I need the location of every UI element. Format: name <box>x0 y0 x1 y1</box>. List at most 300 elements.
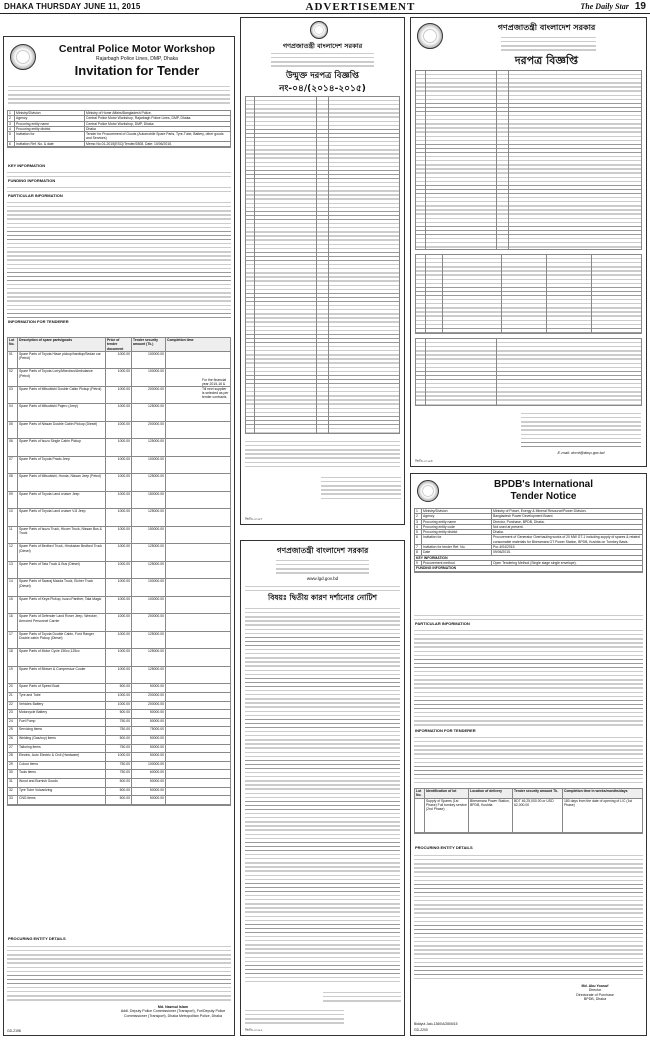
cpmw-entity-details-label: PROCURING ENTITY DETAILS <box>8 936 66 941</box>
bpdb-logo-icon <box>417 480 439 502</box>
cpmw-item-desc: Electric, Auto Electric & Civil (Hardware) <box>18 753 106 761</box>
masthead <box>0 0 650 14</box>
bn2-col-rule <box>496 339 497 405</box>
bpdb-info-value: Pur-4/04/2015 <box>493 545 515 550</box>
cpmw-info-key: Procuring entity district <box>15 127 85 131</box>
cpmw-item-price: 1000.00 <box>106 352 132 369</box>
bn1-table <box>245 96 400 434</box>
bpdb-info-value: Ministry of Power, Energy & Mineral Resource/Power Division. <box>493 509 587 513</box>
bpdb-lot-row <box>415 799 642 833</box>
cpmw-item-row <box>8 544 230 562</box>
cpmw-item-row <box>8 667 230 685</box>
cpmw-item-security: 50000.00 <box>132 736 166 744</box>
bpdb-signatory-place: BPDB, Dhaka <box>583 996 607 1001</box>
cpmw-item-completion <box>166 796 230 804</box>
bn2-table-lines <box>416 71 641 249</box>
cpmw-item-lot: 14 <box>8 579 18 596</box>
bn3-distribution <box>245 1007 344 1025</box>
bpdb-method-value: Open Tendering Method (Single stage single envelope). <box>493 560 577 565</box>
cpmw-items-col-header: Tender security amount (Tk.) <box>132 338 166 351</box>
cpmw-item-lot: 08 <box>8 474 18 491</box>
bn2-email: E-mail: dcmt@dmp.gov.bd <box>557 450 605 455</box>
cpmw-item-completion <box>166 544 230 561</box>
cpmw-item-security: 125000.00 <box>132 562 166 579</box>
bpdb-lot-col-header: Completion time in weeks/months/days <box>564 789 628 793</box>
cpmw-item-price: 750.00 <box>106 762 132 770</box>
cpmw-item-row <box>8 422 230 440</box>
cpmw-item-price: 1000.00 <box>106 439 132 456</box>
bn1-conditions <box>245 438 400 468</box>
cpmw-item-row <box>8 727 230 736</box>
cpmw-heading: Invitation for Tender <box>74 63 200 78</box>
bpdb-lot-cell <box>415 799 425 832</box>
cpmw-info-value: Ministry of Home Affairs/Bangladesh Police. <box>86 111 152 115</box>
bpdb-info-tenderer-body <box>414 734 643 784</box>
cpmw-item-security: 50000.00 <box>132 684 166 692</box>
cpmw-item-completion <box>166 527 230 544</box>
cpmw-item-lot: 29 <box>8 762 18 770</box>
bpdb-lot-col-header: Identification of lot <box>425 789 469 798</box>
bn3-govt-name: গণপ্রজাতন্ত্রী বাংলাদেশ সরকার <box>276 546 369 555</box>
bn2-col-rule <box>442 255 443 333</box>
cpmw-item-price: 500.00 <box>106 788 132 796</box>
bpdb-particular-label: PARTICULAR INFORMATION <box>415 621 470 626</box>
bpdb-info-value: Dhaka. <box>493 530 504 535</box>
cpmw-item-lot: 25 <box>8 727 18 735</box>
cpmw-item-security: 150000.00 <box>132 492 166 509</box>
cpmw-info-num: 2 <box>8 116 15 120</box>
cpmw-item-desc: Tyre and Tube <box>18 693 106 701</box>
cpmw-completion-note: For the financial year 2015-16 & Till next supplier is selected as per tender contracts. <box>202 378 229 400</box>
bn1-signature-lines <box>321 474 401 502</box>
cpmw-particular-label: PARTICULAR INFORMATION <box>8 193 63 198</box>
cpmw-item-completion <box>166 457 230 474</box>
bangla-open-tender-ad <box>240 17 405 525</box>
bpdb-info-num: 6 <box>415 535 422 544</box>
cpmw-item-completion <box>166 597 230 614</box>
cpmw-signature-block <box>114 1005 232 1018</box>
cpmw-items-table <box>7 337 231 806</box>
cpmw-item-security: 100000.00 <box>132 579 166 596</box>
bpdb-funding-body <box>414 612 643 621</box>
bpdb-method-num: 9 <box>415 561 422 565</box>
bpdb-funding-label: FUNDING INFORMATION <box>415 566 642 571</box>
cpmw-item-desc: Tyre Tube Vulcanizing <box>18 788 106 796</box>
bpdb-lot-col-header: Location of delivery <box>469 789 513 798</box>
masthead-section: ADVERTISEMENT <box>305 0 416 13</box>
bn1-col-rule <box>328 97 329 433</box>
cpmw-item-desc: Servicing items <box>18 727 106 735</box>
cpmw-item-row <box>8 753 230 762</box>
cpmw-item-completion <box>166 762 230 770</box>
bpdb-info-value: 09/06/2015. <box>493 550 511 555</box>
cpmw-tender-ad <box>3 36 235 1036</box>
bpdb-tender-ad <box>410 473 647 1036</box>
cpmw-item-row <box>8 474 230 492</box>
cpmw-item-desc: Spare Parts of Nissan Double Cabin Pickup (Diesel) <box>18 422 106 439</box>
dmp-tender-notice <box>410 17 647 467</box>
cpmw-item-security: 200000.00 <box>132 693 166 701</box>
bpdb-lot-col-header: Lot No. <box>415 789 425 798</box>
cpmw-item-completion <box>166 562 230 579</box>
cpmw-item-security: 100000.00 <box>132 369 166 386</box>
cpmw-item-completion <box>166 779 230 787</box>
cpmw-item-row <box>8 684 230 693</box>
cpmw-key-info-body <box>7 169 231 178</box>
cpmw-info-row <box>8 132 230 142</box>
cpmw-particular-body <box>7 199 231 319</box>
cpmw-item-completion <box>166 667 230 684</box>
bpdb-info-key: Agency <box>422 514 492 518</box>
cpmw-info-key: Invitation for <box>15 132 85 141</box>
cpmw-item-security: 125000.00 <box>132 439 166 456</box>
cpmw-item-security: 50000.00 <box>132 788 166 796</box>
masthead-dateline: DHAKA THURSDAY JUNE 11, 2015 <box>4 2 141 11</box>
bpdb-lot-col-header: Tender security amount Tk. <box>513 789 563 798</box>
cpmw-item-completion <box>166 492 230 509</box>
cpmw-item-row <box>8 404 230 422</box>
cpmw-item-row <box>8 352 230 370</box>
cpmw-entity-details-body <box>7 943 231 1003</box>
bpdb-method-key: Procurement method <box>422 561 492 565</box>
cpmw-item-security: 50000.00 <box>132 745 166 753</box>
bn2-col-rule <box>425 339 426 405</box>
cpmw-item-desc: Spare Parts of Toyota Double Cabin, Ford Ranger Double cabin Pickup (Diesel) <box>18 632 106 649</box>
cpmw-item-security: 60000.00 <box>132 770 166 778</box>
cpmw-item-desc: Spare Parts of Isuzu Single Cabin Pickup <box>18 439 106 456</box>
bn2-table <box>415 70 642 250</box>
cpmw-item-price: 1000.00 <box>106 544 132 561</box>
bpdb-lot-cell: Bheramara Power Station, BPDB, Kushtia <box>469 799 513 832</box>
cpmw-item-price: 1000.00 <box>106 632 132 649</box>
bpdb-info-num: 5 <box>415 530 422 534</box>
bpdb-particular-body <box>414 627 643 727</box>
cpmw-item-lot: 04 <box>8 404 18 421</box>
cpmw-signatory-name: Md. Nazmul Islam <box>157 1005 189 1009</box>
cpmw-item-price: 750.00 <box>106 727 132 735</box>
cpmw-item-row <box>8 796 230 805</box>
bpdb-title-line2: Tender Notice <box>510 491 577 502</box>
cpmw-info-value: Tender for Procurement of Goods (Automobile Spare Parts, Tyre-Tube, Battery, other goods and Services) <box>86 132 224 141</box>
cpmw-info-tenderer-label: INFORMATION FOR TENDERER <box>8 319 69 324</box>
bpdb-info-num: 4 <box>415 525 422 529</box>
cpmw-item-completion <box>166 614 230 631</box>
bpdb-info-value: Not used at present. <box>493 524 524 529</box>
cpmw-item-row <box>8 779 230 788</box>
cpmw-item-lot: 07 <box>8 457 18 474</box>
cpmw-item-lot: 12 <box>8 544 18 561</box>
cpmw-item-desc: Welding (Gas/oxy) items <box>18 736 106 744</box>
bn3-title: বিষয়ঃ দ্বিতীয় কারণ দর্শানোর নোটিশ <box>268 593 377 602</box>
cpmw-item-price: 1000.00 <box>106 702 132 710</box>
bpdb-info-num: 8 <box>415 550 422 554</box>
cpmw-item-security: 125000.00 <box>132 632 166 649</box>
bn2-table-lower-lines <box>416 339 641 405</box>
cpmw-item-desc: Spare Parts of Toyota Hiace pickup/hardtop/Sedan car (Petrol) <box>18 352 106 369</box>
cpmw-item-desc: Spare Parts of Mitsubishi, Honda, Nissan Jeep (Petrol) <box>18 474 106 491</box>
bpdb-pe-details-label: PROCURING ENTITY DETAILS <box>415 845 473 850</box>
cpmw-item-security: 50000.00 <box>132 753 166 761</box>
cpmw-item-security: 125000.00 <box>132 649 166 666</box>
bpdb-info-key: Ministry/Division <box>422 509 492 513</box>
cpmw-item-completion <box>166 439 230 456</box>
bn3-signature-lines <box>323 989 401 1003</box>
police-emblem-icon <box>417 23 443 49</box>
bpdb-info-value: Bangladesh Power Development Board. <box>493 514 554 519</box>
cpmw-item-desc: Fuel Pump <box>18 719 106 727</box>
bn1-govt-name: গণপ্রজাতন্ত্রী বাংলাদেশ সরকার <box>282 42 363 50</box>
cpmw-item-row <box>8 457 230 475</box>
cpmw-item-row <box>8 439 230 457</box>
cpmw-item-completion <box>166 632 230 649</box>
cpmw-item-lot: 33 <box>8 796 18 804</box>
cpmw-item-security: 100000.00 <box>132 762 166 770</box>
bpdb-info-num: 3 <box>415 520 422 524</box>
cpmw-item-security: 100000.00 <box>132 597 166 614</box>
cpmw-item-row <box>8 702 230 711</box>
bn1-office-lines <box>271 50 374 67</box>
bn1-table-lines <box>246 97 399 433</box>
cpmw-item-desc: Wood and Burnish Goods <box>18 779 106 787</box>
cpmw-item-row <box>8 649 230 667</box>
cpmw-intro-text <box>8 83 230 107</box>
cpmw-item-lot: 27 <box>8 745 18 753</box>
cpmw-info-num: 1 <box>8 111 15 115</box>
bpdb-info-key: Procuring entity district <box>422 530 492 534</box>
cpmw-item-desc: Spare Parts of Swaraj Mazda Truck, Eicher Truck (Diesel) <box>18 579 106 596</box>
cpmw-item-completion <box>166 702 230 710</box>
bn3-body <box>245 605 400 985</box>
cpmw-item-lot: 11 <box>8 527 18 544</box>
bn3-website: www.lgd.gov.bd <box>306 576 339 581</box>
bn2-col-rule <box>546 255 547 333</box>
bpdb-info-num: 1 <box>415 509 422 513</box>
cpmw-item-row <box>8 562 230 580</box>
cpmw-items-col-header: Description of spare parts/goods <box>18 338 106 351</box>
cpmw-item-desc: Spare Parts of Mitsubishi Pajero (Jeep) <box>18 404 106 421</box>
cpmw-item-price: 1000.00 <box>106 404 132 421</box>
cpmw-item-row <box>8 788 230 797</box>
cpmw-item-lot: 17 <box>8 632 18 649</box>
bpdb-key-info-label: KEY INFORMATION <box>415 556 642 561</box>
cpmw-item-price: 750.00 <box>106 745 132 753</box>
cpmw-item-lot: 02 <box>8 369 18 386</box>
cpmw-item-price: 750.00 <box>106 719 132 727</box>
cpmw-info-num: 6 <box>8 142 15 146</box>
cpmw-item-completion <box>166 693 230 701</box>
cpmw-item-row <box>8 736 230 745</box>
cpmw-item-price: 500.00 <box>106 779 132 787</box>
bpdb-lot-header <box>415 789 642 799</box>
bpdb-info-num: 7 <box>415 545 422 549</box>
cpmw-item-security: 100000.00 <box>132 457 166 474</box>
cpmw-item-price: 1000.00 <box>106 492 132 509</box>
cpmw-items-col-header: Price of tender document <box>106 338 132 351</box>
bn2-col-rule <box>501 255 502 333</box>
cpmw-item-security: 150000.00 <box>132 527 166 544</box>
cpmw-item-completion <box>166 684 230 692</box>
bn2-col-rule <box>496 71 497 249</box>
cpmw-item-completion <box>166 788 230 796</box>
cpmw-item-lot: 01 <box>8 352 18 369</box>
bn3-memo-lines <box>245 583 400 591</box>
bpdb-pe-details-body <box>414 852 643 980</box>
bn2-col-rule <box>425 255 426 333</box>
cpmw-title: Central Police Motor Workshop <box>58 43 216 55</box>
cpmw-item-lot: 16 <box>8 614 18 631</box>
cpmw-item-security: 75000.00 <box>132 727 166 735</box>
cpmw-key-info-label: KEY INFORMATION <box>8 163 46 168</box>
bn3-gd-number: জিডি-২১৯২ <box>245 1027 263 1032</box>
cpmw-item-row <box>8 527 230 545</box>
cpmw-item-lot: 21 <box>8 693 18 701</box>
cpmw-item-lot: 18 <box>8 649 18 666</box>
cpmw-item-desc: Spare Parts of Bedford Truck, Hindustan Bedford Truck (Diesel) <box>18 544 106 561</box>
cpmw-item-completion <box>166 509 230 526</box>
cpmw-info-value: Central Police Motor Workshop, DMP, Dhaka <box>86 121 154 126</box>
cpmw-item-price: 750.00 <box>106 770 132 778</box>
cpmw-item-security: 125000.00 <box>132 404 166 421</box>
bn1-gd-number: জিডি-২১৯৭ <box>245 516 263 521</box>
cpmw-item-desc: Spare Parts of Defender Land Rover Jeep, Wrecker, Armored Personnel Carrier <box>18 614 106 631</box>
cpmw-item-desc: Spare Parts of Toyota Prado Jeep <box>18 457 106 474</box>
cpmw-item-price: 500.00 <box>106 736 132 744</box>
cpmw-funding-label: FUNDING INFORMATION <box>8 178 56 183</box>
cpmw-items-header <box>8 338 230 352</box>
cpmw-item-completion <box>166 727 230 735</box>
bpdb-info-value: Procurement of Generator Overhauling works of 20 MW GT-1 including supply of spares & related consumable materials for Bheramara GT Power Station, BPDB, Kushtia on Turnkey Basis. <box>493 535 640 544</box>
cpmw-item-desc: Spare Parts of Motor Cycle 150cc,125cc <box>18 649 106 666</box>
paper-name: The Daily Star <box>580 2 629 11</box>
bpdb-info-key: Date <box>422 550 492 554</box>
cpmw-item-security: 50000.00 <box>132 779 166 787</box>
cpmw-item-price: 1000.00 <box>106 753 132 761</box>
cpmw-item-price: 1000.00 <box>106 579 132 596</box>
cpmw-item-lot: 05 <box>8 422 18 439</box>
cpmw-item-desc: Colour items <box>18 762 106 770</box>
cpmw-item-desc: Tools items <box>18 770 106 778</box>
cpmw-item-lot: 22 <box>8 702 18 710</box>
bpdb-info-row <box>415 535 642 545</box>
bpdb-info-key: Procuring entity code <box>422 525 492 529</box>
bn2-col-rule <box>591 255 592 333</box>
cpmw-item-lot: 10 <box>8 509 18 526</box>
bn2-govt-name: গণপ্রজাতন্ত্রী বাংলাদেশ সরকার <box>497 23 596 32</box>
cpmw-item-completion <box>166 770 230 778</box>
bpdb-signatory-office: Directorate of Purchase <box>576 992 614 997</box>
cpmw-item-desc: Spare Parts of Speed Boat <box>18 684 106 692</box>
cpmw-info-value: Dhaka <box>86 126 96 131</box>
cpmw-item-security: 125000.00 <box>132 509 166 526</box>
cpmw-item-desc: Spare Parts of Keya Pickup, Isuzu Panther, Tata Magic <box>18 597 106 614</box>
cpmw-item-price: 1000.00 <box>106 693 132 701</box>
cpmw-item-price: 1000.00 <box>106 667 132 684</box>
cpmw-item-lot: 23 <box>8 710 18 718</box>
cpmw-item-desc: Spare Parts of Mitsubishi Double Cabin Pickup (Petrol) <box>18 387 106 404</box>
bn2-signature-lines <box>521 410 641 450</box>
bn2-table-lower <box>415 338 642 406</box>
police-emblem-icon <box>10 44 36 70</box>
cpmw-item-row <box>8 492 230 510</box>
bpdb-info-tenderer-label: INFORMATION FOR TENDERER <box>415 728 476 733</box>
cpmw-item-row <box>8 693 230 702</box>
cpmw-item-security: 125000.00 <box>132 544 166 561</box>
cpmw-item-row <box>8 369 230 387</box>
cpmw-item-completion <box>166 352 230 369</box>
cpmw-item-lot: 03 <box>8 387 18 404</box>
bn2-col-rule <box>425 71 426 249</box>
bn1-title: উন্মুক্ত দরপত্র বিজ্ঞপ্তি <box>285 71 360 81</box>
cpmw-item-lot: 15 <box>8 597 18 614</box>
cpmw-info-num: 3 <box>8 122 15 126</box>
cpmw-info-key: Ministry/Division <box>15 111 85 115</box>
cpmw-item-desc: Vehicles Battery <box>18 702 106 710</box>
cpmw-gd-number: GD-2198 <box>7 1028 21 1033</box>
bpdb-info-value: Director, Purchase, BPDB, Dhaka. <box>493 519 545 524</box>
bpdb-signatory-name: Md. Abu Yousuf <box>581 984 609 988</box>
cpmw-item-price: 1000.00 <box>106 649 132 666</box>
bn3-signature-block <box>323 989 401 1003</box>
cpmw-info-value: Memo No.01-2015(ESC)/Tender/2808. Date: 10/06/2015. <box>86 141 172 146</box>
bn1-ref: নং-০৪/(২০১৪-২০১৫) <box>279 84 366 94</box>
cpmw-item-security: 50000.00 <box>132 710 166 718</box>
cpmw-info-num: 4 <box>8 127 15 131</box>
cpmw-item-lot: 13 <box>8 562 18 579</box>
cpmw-item-row <box>8 387 230 405</box>
bpdb-footer-ref: Biddyut Jalo-1360/A/2806/15 <box>414 1021 458 1026</box>
cpmw-item-price: 1000.00 <box>106 387 132 404</box>
cpmw-items-col-header: Lot No. <box>8 338 18 351</box>
cpmw-item-completion <box>166 736 230 744</box>
bpdb-lot-table <box>414 788 643 834</box>
cpmw-item-price: 1000.00 <box>106 474 132 491</box>
bn2-signature-block <box>521 410 641 455</box>
cpmw-item-row <box>8 597 230 615</box>
cpmw-item-lot: 26 <box>8 736 18 744</box>
cpmw-item-row <box>8 719 230 728</box>
cpmw-info-num: 5 <box>8 132 15 141</box>
page-number: 19 <box>634 1 646 12</box>
cpmw-funding-body <box>7 184 231 193</box>
bpdb-lot-cell: BDT 46,25,000.00 or USD 62,000.00 <box>513 799 563 832</box>
cpmw-item-lot: 31 <box>8 779 18 787</box>
bn3-office-lines <box>276 557 369 574</box>
cpmw-item-lot: 06 <box>8 439 18 456</box>
bpdb-title-line1: BPDB's International <box>493 479 594 490</box>
cpmw-item-price: 1000.00 <box>106 509 132 526</box>
cpmw-item-desc: Spare Parts of Isuzu Truck, Hicom Truck, Nissan Bus & Truck <box>18 527 106 544</box>
bn2-lot-table <box>415 254 642 334</box>
bn2-col-rule <box>508 71 509 249</box>
cpmw-item-completion <box>166 710 230 718</box>
cpmw-subtitle: Rajarbagh Police Lines, DMP, Dhaka <box>96 56 178 62</box>
cpmw-item-completion <box>166 404 230 421</box>
cpmw-item-desc: Spare Parts of Toyota Land cruiser Jeep <box>18 492 106 509</box>
cpmw-info-value: Central Police Motor Workshop, Rajarbagh Police Lines, DMP, Dhaka. <box>86 116 192 121</box>
cpmw-item-desc: Spare Parts of Toyota Land cruiser V-8 Jeep <box>18 509 106 526</box>
cpmw-item-lot: 32 <box>8 788 18 796</box>
bpdb-info-key: Procuring entity name <box>422 520 492 524</box>
cpmw-item-row <box>8 762 230 771</box>
cpmw-item-completion <box>166 753 230 761</box>
cpmw-item-price: 1000.00 <box>106 597 132 614</box>
bn2-title: দরপত্র বিজ্ঞপ্তি <box>514 54 579 67</box>
bn2-lot-lines <box>416 255 641 333</box>
govt-emblem-icon <box>310 21 328 39</box>
cpmw-item-price: 500.00 <box>106 684 132 692</box>
cpmw-item-desc: Spare Parts of Blower & Compressor Cooler <box>18 667 106 684</box>
bpdb-signatory-title: Director <box>588 988 602 993</box>
